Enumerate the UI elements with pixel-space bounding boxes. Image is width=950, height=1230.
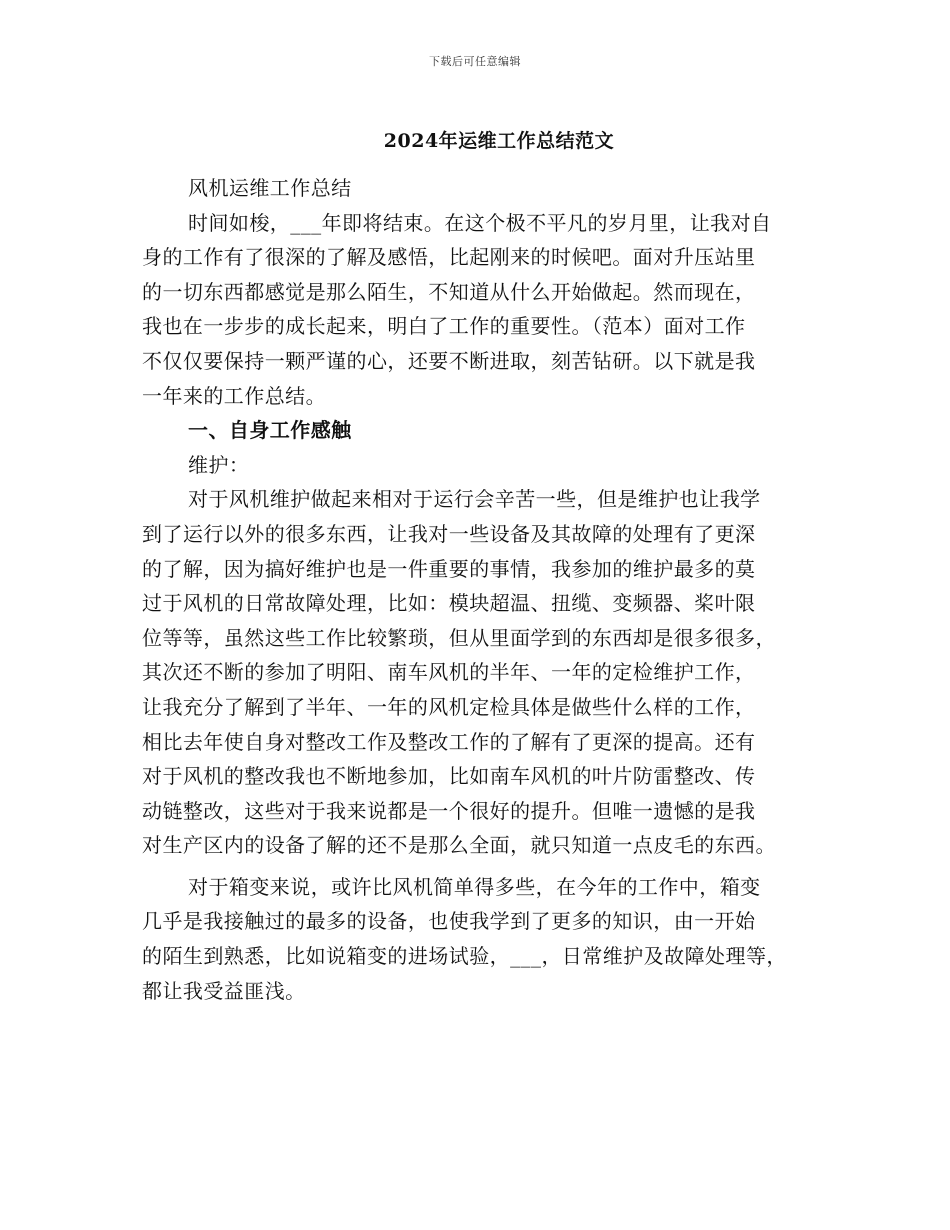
paragraph-line: 不仅仅要保持一颗严谨的心，还要不断进取，刻苦钻研。以下就是我 [142,348,756,373]
paragraph-gap [142,863,822,870]
document-body [142,171,822,1008]
paragraph-line: 让我充分了解到了半年、一年的风机定检具体是做些什么样的工作， [142,694,756,719]
page-header-note: 下载后可任意编辑 [429,55,521,68]
paragraph-line: 过于风机的日常故障处理，比如：模块超温、扭缆、变频器、桨叶限 [142,591,756,616]
paragraph-line: 时间如梭，___年即将结束。在这个极不平凡的岁月里，让我对自 [188,210,772,235]
paragraph-line: 动链整改，这些对于我来说都是一个很好的提升。但唯一遗憾的是我 [142,798,756,823]
paragraph-line: 几乎是我接触过的最多的设备，也使我学到了更多的知识，由一开始 [142,909,756,934]
paragraph-line: 都让我受益匪浅。 [142,978,306,1003]
paragraph-line: 对于箱变来说，或许比风机简单得多些，在今年的工作中，箱变 [188,874,761,899]
section-heading: 一、自身工作感触 [188,418,352,443]
paragraph-line: 我也在一步步的成长起来，明白了工作的重要性。（范本）面对工作 [142,314,746,339]
paragraph-line: 其次还不断的参加了明阳、南车风机的半年、一年的定检维护工作， [142,660,756,685]
paragraph-line: 相比去年使自身对整改工作及整改工作的了解有了更深的提高。还有 [142,729,756,754]
paragraph-line: 对生产区内的设备了解的还不是那么全面，就只知道一点皮毛的东西。 [142,833,776,858]
paragraph-line: 到了运行以外的很多东西，让我对一些设备及其故障的处理有了更深 [142,521,756,546]
paragraph-line: 对于风机维护做起来相对于运行会辛苦一些，但是维护也让我学 [188,487,761,512]
paragraph-line: 的一切东西都感觉是那么陌生，不知道从什么开始做起。然而现在， [142,279,756,304]
document-title: 2024年运维工作总结范文 [383,130,615,152]
paragraph-line: 对于风机的整改我也不断地参加，比如南车风机的叶片防雷整改、传 [142,764,756,789]
paragraph-line: 身的工作有了很深的了解及感悟，比起刚来的时候吧。面对升压站里 [142,245,756,270]
subtitle-line: 风机运维工作总结 [188,176,352,200]
paragraph-line: 的了解，因为搞好维护也是一件重要的事情，我参加的维护最多的莫 [142,556,756,581]
paragraph-line: 的陌生到熟悉，比如说箱变的进场试验，___，日常维护及故障处理等， [142,944,787,969]
paragraph-line: 位等等，虽然这些工作比较繁琐，但从里面学到的东西却是很多很多， [142,625,776,650]
subsection-label: 维护： [188,452,250,477]
paragraph-line: 一年来的工作总结。 [142,383,327,408]
